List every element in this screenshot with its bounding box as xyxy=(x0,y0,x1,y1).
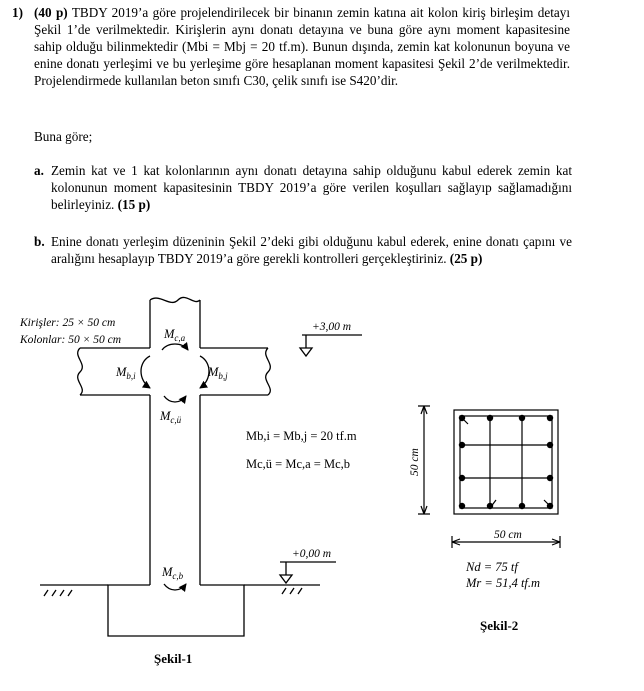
figure-2-caption: Şekil-2 xyxy=(480,618,519,633)
sub-question-label: b. xyxy=(34,234,45,249)
moment-capacity-label: Mr = 51,4 tf.m xyxy=(466,576,541,590)
beams-label: Kirişler: 25 × 50 cm xyxy=(20,317,116,329)
equation-beam-moments: Mb,i = Mb,j = 20 tf.m xyxy=(246,429,357,443)
prompt-text: Buna göre; xyxy=(34,129,93,144)
rebar-dots xyxy=(459,415,553,509)
moment-label-mcu: $M_{c,ü}$ xyxy=(160,409,182,425)
stirrup-hooks xyxy=(460,416,552,508)
equation-column-moments: Mc,ü = Mc,a = Mc,b xyxy=(246,457,351,471)
elevation-bottom-label: +0,00 m xyxy=(292,548,332,560)
break-line-right xyxy=(266,348,271,395)
axial-load-label: Nd = 75 tf xyxy=(466,560,518,574)
rebar xyxy=(519,415,525,421)
beam-outline xyxy=(80,348,268,395)
ground-hatch-left xyxy=(44,590,72,596)
break-line-left xyxy=(78,348,83,395)
columns-label: Kolonlar: 50 × 50 cm xyxy=(20,334,122,346)
rebar xyxy=(459,475,465,481)
sub-question-label: a. xyxy=(34,163,44,178)
rebar xyxy=(487,503,493,509)
rebar xyxy=(459,503,465,509)
sub-question-text: Enine donatı yerleşim düzeninin Şekil 2’deki gibi olduğunu kabul ederek, enine donatı çapını ve aralığını hesaplayıp TBDY 2019’a göre gerekli kontrolleri gerçekleştiriniz. xyxy=(51,234,572,266)
rebar xyxy=(519,503,525,509)
figure-1-labels xyxy=(19,317,357,666)
figure-2 xyxy=(418,406,560,548)
rebar xyxy=(547,442,553,448)
moment-label-mbj: $M_{b,j}$ xyxy=(208,365,228,381)
ground-hatch-right xyxy=(282,588,302,594)
moment-label-mcb: $M_{c,b}$ xyxy=(162,565,184,581)
moment-arrow-mca xyxy=(162,344,188,350)
break-line-top xyxy=(150,297,200,302)
footing-outline xyxy=(108,585,244,636)
crossties xyxy=(460,416,552,508)
rebar xyxy=(547,475,553,481)
moment-label-mca: $M_{c,a}$ xyxy=(164,327,186,343)
column-section-stirrup xyxy=(460,416,552,508)
sub-question-points: (25 p) xyxy=(449,251,483,266)
question-number: 1) xyxy=(12,5,23,20)
sub-question-points: (15 p) xyxy=(117,197,151,212)
question-points: (40 p) xyxy=(34,5,68,20)
rebar xyxy=(547,415,553,421)
elevation-bottom-marker xyxy=(280,562,292,583)
figure-1-caption: Şekil-1 xyxy=(154,651,193,666)
figure-2-labels xyxy=(409,448,540,633)
elevation-top-marker xyxy=(300,335,312,356)
width-dimension-label: 50 cm xyxy=(494,529,522,541)
moment-label-mbi: $M_{b,i}$ xyxy=(116,365,136,381)
rebar xyxy=(547,503,553,509)
moment-arrow-mbi xyxy=(141,356,150,388)
moment-arrow-mcu xyxy=(164,396,186,402)
rebar xyxy=(459,442,465,448)
column-section-outer xyxy=(454,410,558,514)
question-text: TBDY 2019’a göre projelendirilecek bir binanın zemin katına ait kolon kiriş birleşim detayı Şekil 1’de verilmektedir. Kirişlerin aynı donatı detayına ve buna göre aynı moment kapasitesine sahip olduğu bilinmektedir (Mbi = Mbj = 20 tf.m). Bunun dışında, zemin kat kolonunun boyuna ve enine donatı yerleşimi ve bu yerleşime göre hesaplanan moment kapasitesi Şekil 2’de verilmektedir. Projelendirmede kullanılan beton sınıfı C30, çelik sınıfı ise S420’dir. xyxy=(34,5,571,88)
rebar xyxy=(487,415,493,421)
moment-arrow-mcb xyxy=(164,584,186,590)
height-dimension-label: 50 cm xyxy=(409,448,421,476)
sub-question-text: Zemin kat ve 1 kat kolonlarının aynı donatı detayına sahip olduğunu kabul ederek zemin kat kolonunun moment kapasitesinin TBDY 2019’a göre verilen koşulları sağlayıp sağlamadığını belirleyiniz. xyxy=(51,163,572,212)
rebar xyxy=(459,415,465,421)
elevation-top-label: +3,00 m xyxy=(312,321,352,333)
